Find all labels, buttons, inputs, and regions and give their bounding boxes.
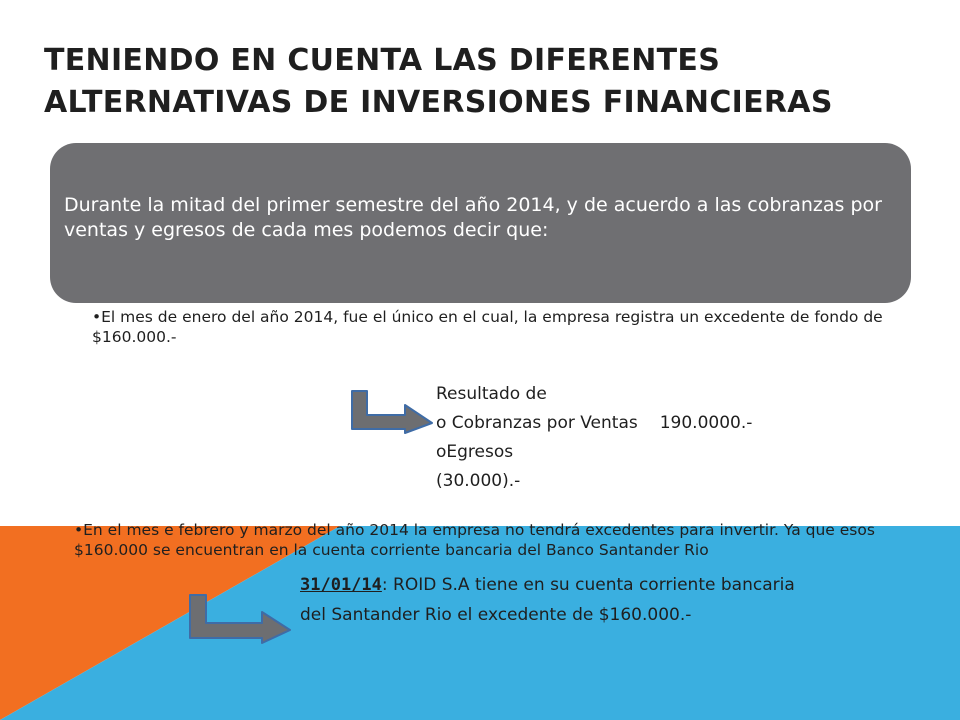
slide-title bbox=[44, 40, 924, 124]
result-heading: Resultado de bbox=[436, 384, 547, 404]
summary-banner bbox=[50, 143, 911, 303]
banner-text: Durante la mitad del primer semestre del año 2014, y de acuerdo a las cobranzas por ventas y egresos de cada mes podemos decir que: bbox=[64, 194, 882, 241]
note-excedente bbox=[300, 570, 820, 630]
note-date: 31/01/14 bbox=[300, 575, 382, 595]
note-text: : ROID S.A tiene en su cuenta corriente bancaria del Santander Rio el excedente de $160.000.- bbox=[300, 575, 795, 625]
bullet-febrero-marzo: •En el mes e febrero y marzo del año 2014 la empresa no tendrá excedentes para invertir. Ya que esos $160.000 se encuentran en la cuenta corriente bancaria del Banco Santander Rio bbox=[74, 521, 875, 559]
result-cobranzas-row bbox=[436, 409, 896, 438]
cobranzas-label: o Cobranzas por Ventas bbox=[436, 413, 638, 433]
bent-arrow-right-icon bbox=[186, 592, 296, 646]
bent-arrow-right-icon bbox=[348, 388, 438, 436]
bullet-enero: •El mes de enero del año 2014, fue el único en el cual, la empresa registra un excedente de fondo de $160.000.- bbox=[92, 308, 883, 346]
cobranzas-amount: 190.0000.- bbox=[659, 413, 753, 433]
egresos-amount: (30.000).- bbox=[436, 471, 521, 491]
result-block bbox=[436, 380, 896, 496]
title-line-1: TENIENDO EN CUENTA LAS DIFERENTES bbox=[44, 43, 721, 78]
title-line-2: ALTERNATIVAS DE INVERSIONES FINANCIERAS bbox=[44, 85, 833, 120]
egresos-label: oEgresos bbox=[436, 442, 514, 462]
